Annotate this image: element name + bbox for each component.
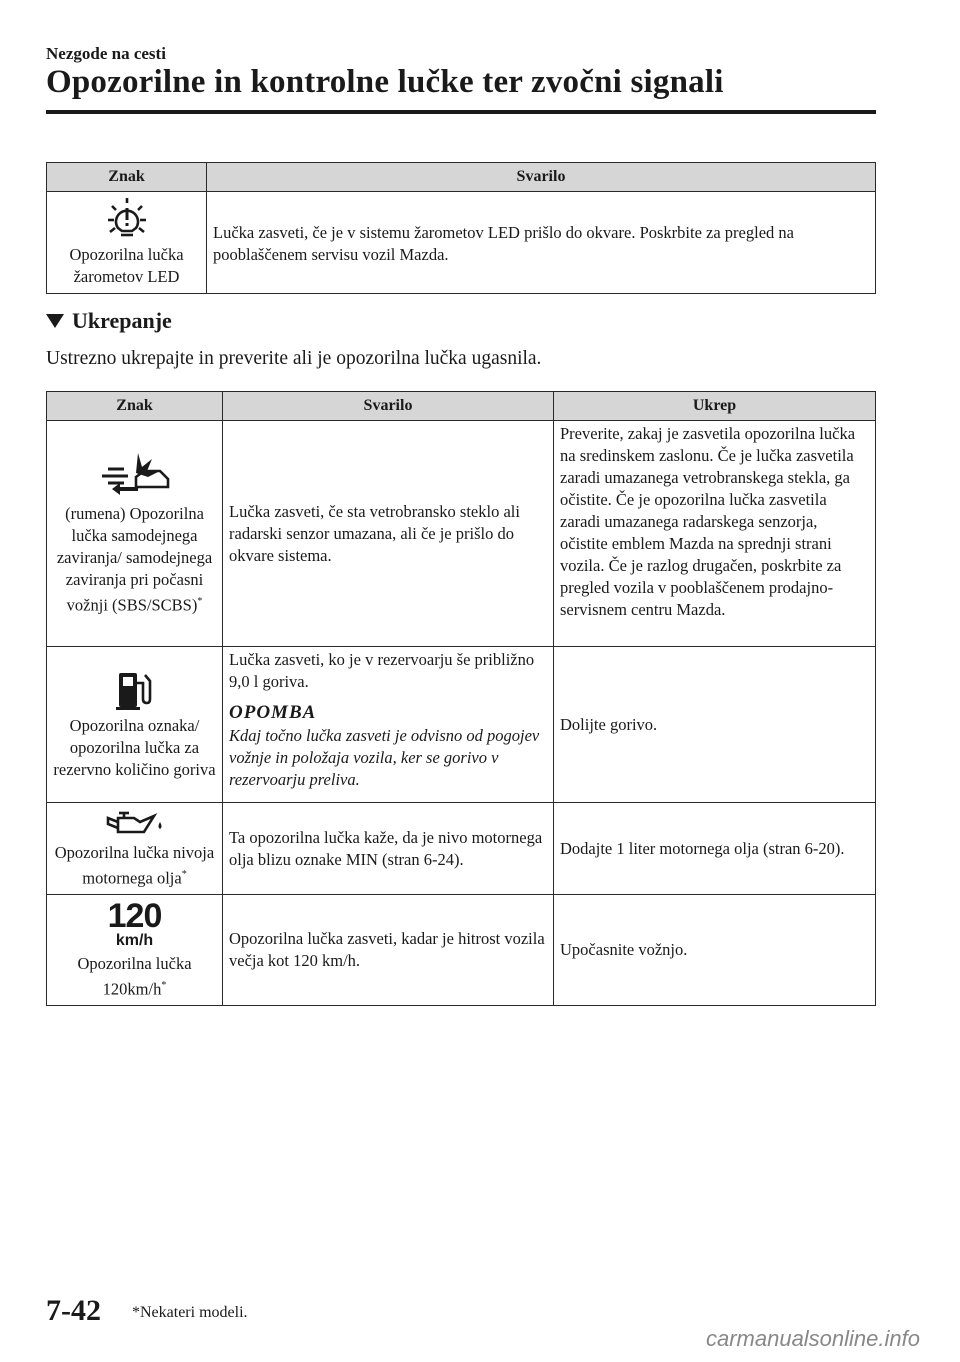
symbol-cell bbox=[47, 192, 207, 294]
column-header-action: Ukrep bbox=[554, 392, 876, 421]
symbol-label: Opozorilna lučka nivoja motornega olja bbox=[54, 842, 215, 888]
warning-text: Lučka zasveti, ko je v rezervoarju še približno 9,0 l goriva. bbox=[229, 650, 535, 691]
asterisk: * bbox=[181, 868, 187, 880]
action-cell: Upočasnite vožnjo. bbox=[554, 895, 876, 1006]
table-header-row bbox=[47, 392, 876, 421]
led-warning-table bbox=[46, 162, 876, 294]
intro-text: Ustrezno ukrepajte in preverite ali je opozorilna lučka ugasnila. bbox=[46, 348, 542, 369]
speed-120-number: 120 bbox=[107, 897, 162, 935]
symbol-cell bbox=[47, 803, 223, 895]
section-heading bbox=[46, 308, 172, 334]
symbol-label: Opozorilna oznaka/ opozorilna lučka za rezervno količino goriva bbox=[53, 715, 216, 779]
page-number: 7-42 bbox=[46, 1294, 101, 1327]
symbol-label: Opozorilna lučka žarometov LED bbox=[69, 244, 184, 286]
symbol-cell bbox=[47, 421, 223, 647]
section-label: Nezgode na cesti bbox=[46, 44, 166, 63]
symbol-label: Opozorilna lučka 120km/h bbox=[77, 954, 192, 999]
sbs-scbs-warning-icon bbox=[98, 451, 172, 499]
warning-cell: Ta opozorilna lučka kaže, da je nivo motornega olja blizu oznake MIN (stran 6-24). bbox=[223, 803, 554, 895]
column-header-warning: Svarilo bbox=[223, 392, 554, 421]
warning-cell: Lučka zasveti, če je v sistemu žarometov LED prišlo do okvare. Poskrbite za pregled na pooblaščenem servisu vozil Mazda. bbox=[207, 192, 876, 294]
table-row bbox=[47, 803, 876, 895]
oil-can-icon bbox=[104, 808, 166, 838]
fuel-pump-icon bbox=[115, 669, 155, 711]
warning-cell: Opozorilna lučka zasveti, kadar je hitrost vozila večja kot 120 km/h. bbox=[223, 895, 554, 1006]
footnote: *Nekateri modeli. bbox=[132, 1304, 248, 1321]
note-text: Kdaj točno lučka zasveti je odvisno od pogojev vožnje in položaja vozila, ker se gorivo v rezervoarju preliva. bbox=[229, 726, 540, 789]
table-header-row bbox=[47, 163, 876, 192]
speed-120-icon bbox=[49, 899, 220, 949]
symbol-cell bbox=[47, 895, 223, 1006]
note-title: OPOMBA bbox=[229, 702, 317, 723]
table-row bbox=[47, 192, 876, 294]
warning-cell bbox=[223, 647, 554, 803]
asterisk: * bbox=[161, 980, 167, 991]
triangle-bullet-icon bbox=[46, 314, 64, 328]
action-table bbox=[46, 391, 876, 1006]
symbol-cell bbox=[47, 647, 223, 803]
title-rule bbox=[46, 110, 876, 114]
symbol-label: (rumena) Opozorilna lučka samodejnega zaviranja/ samodejnega zaviranja pri počasni vožnji (SBS/SCBS) bbox=[56, 503, 213, 615]
watermark: carmanualsonline.info bbox=[705, 1326, 920, 1351]
action-cell: Dolijte gorivo. bbox=[554, 647, 876, 803]
led-headlight-warning-icon bbox=[104, 198, 150, 240]
table-row bbox=[47, 647, 876, 803]
warning-cell: Lučka zasveti, če sta vetrobransko steklo ali radarski senzor umazana, ali če je prišlo do okvare sistema. bbox=[223, 421, 554, 647]
page-title: Opozorilne in kontrolne lučke ter zvočni signali bbox=[46, 64, 724, 100]
column-header-warning: Svarilo bbox=[207, 163, 876, 192]
action-cell: Preverite, zakaj je zasvetila opozorilna lučka na sredinskem zaslonu. Če je lučka zasvetila zaradi umazanega vetrobranskega stekla, ga očistite. Če je opozorilna lučka zasvetila zaradi umazanega radarskega senzorja, očistite emblem Mazda na sprednji strani vozila. Če je razlog drugačen, poskrbite za pregled vozila v pooblaščenem prodajno-servisnem centru Mazda. bbox=[554, 421, 876, 647]
action-cell: Dodajte 1 liter motornega olja (stran 6-20). bbox=[554, 803, 876, 895]
table-row bbox=[47, 895, 876, 1006]
asterisk: * bbox=[197, 595, 203, 607]
speed-120-unit: km/h bbox=[115, 932, 154, 949]
column-header-symbol: Znak bbox=[47, 163, 207, 192]
column-header-symbol: Znak bbox=[47, 392, 223, 421]
table-row bbox=[47, 421, 876, 647]
section-heading-text: Ukrepanje bbox=[72, 308, 172, 333]
